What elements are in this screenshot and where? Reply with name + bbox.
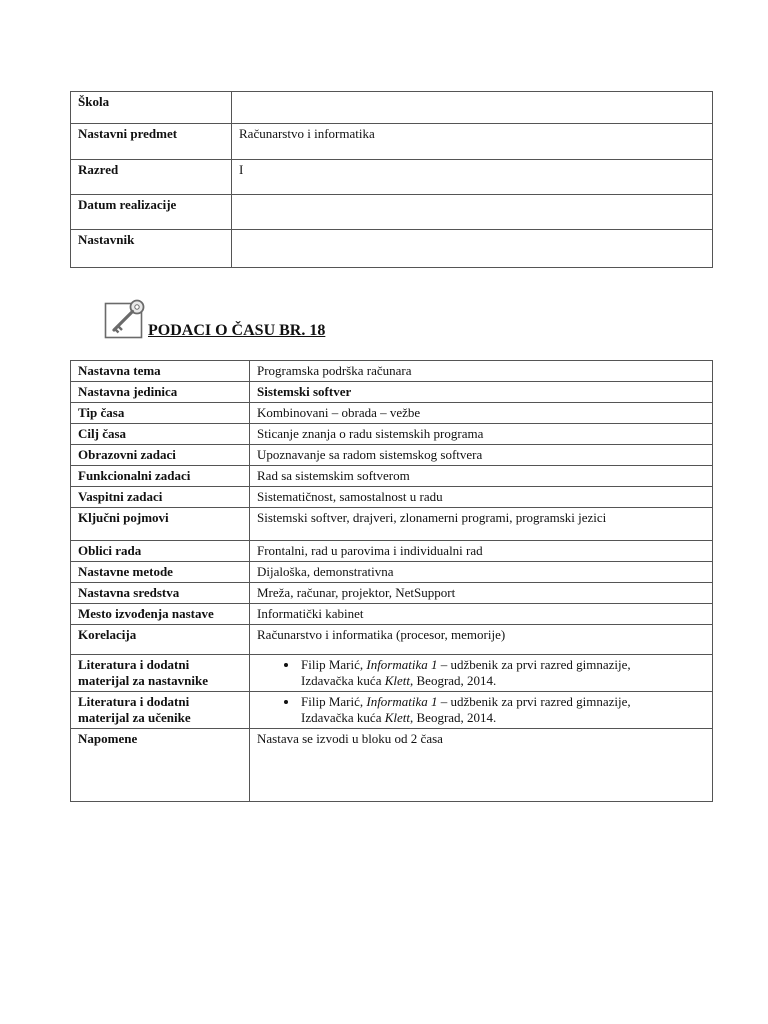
row-nastavnik	[71, 230, 713, 268]
value-nastavnik	[232, 230, 713, 268]
row-literatura-nastavnici	[71, 655, 713, 692]
value-kljucni-pojmovi: Sistemski softver, drajveri, zlonamerni programi, programski jezici	[250, 508, 713, 541]
value-tip-casa: Kombinovani – obrada – vežbe	[250, 403, 713, 424]
row-nastavni-predmet	[71, 124, 713, 160]
lit-teachers-rest1: – udžbenik za prvi razred gimnazije,	[437, 657, 631, 672]
lesson-title: PODACI O ČASU BR. 18	[148, 322, 326, 339]
label-funkcionalni-zadaci: Funkcionalni zadaci	[71, 466, 250, 487]
label-nastavna-sredstva: Nastavna sredstva	[71, 583, 250, 604]
value-literatura-ucenici	[250, 692, 713, 729]
row-nastavne-metode	[71, 562, 713, 583]
row-razred	[71, 160, 713, 195]
value-nastavna-tema: Programska podrška računara	[250, 361, 713, 382]
lit-students-book: Informatika 1	[366, 694, 438, 709]
row-datum-realizacije	[71, 195, 713, 230]
row-kljucni-pojmovi	[71, 508, 713, 541]
value-korelacija: Računarstvo i informatika (procesor, memorije)	[250, 625, 713, 655]
lit-teachers-publisher-prefix: Izdavačka kuća	[301, 673, 385, 688]
value-cilj-casa: Sticanje znanja o radu sistemskih programa	[250, 424, 713, 445]
lit-students-author: Filip Marić,	[301, 694, 367, 709]
row-korelacija	[71, 625, 713, 655]
row-nastavna-tema	[71, 361, 713, 382]
lit-teachers-publisher: Klett	[384, 673, 411, 688]
row-napomene	[71, 729, 713, 802]
row-cilj-casa	[71, 424, 713, 445]
value-nastavna-sredstva: Mreža, računar, projektor, NetSupport	[250, 583, 713, 604]
value-nastavni-predmet: Računarstvo i informatika	[232, 124, 713, 160]
row-obrazovni-zadaci	[71, 445, 713, 466]
label-nastavni-predmet: Nastavni predmet	[71, 124, 232, 160]
value-oblici-rada: Frontalni, rad u parovima i individualni rad	[250, 541, 713, 562]
value-napomene: Nastava se izvodi u bloku od 2 časa	[250, 729, 713, 802]
row-skola	[71, 92, 713, 124]
row-funkcionalni-zadaci	[71, 466, 713, 487]
value-funkcionalni-zadaci: Rad sa sistemskim softverom	[250, 466, 713, 487]
value-nastavna-jedinica: Sistemski softver	[250, 382, 713, 403]
literatura-ucenici-list	[257, 694, 705, 726]
label-cilj-casa: Cilj časa	[71, 424, 250, 445]
label-kljucni-pojmovi: Ključni pojmovi	[71, 508, 250, 541]
label-nastavnik: Nastavnik	[71, 230, 232, 268]
lesson-heading	[104, 298, 504, 344]
row-nastavna-sredstva	[71, 583, 713, 604]
label-datum-realizacije: Datum realizacije	[71, 195, 232, 230]
value-nastavne-metode: Dijaloška, demonstrativna	[250, 562, 713, 583]
lesson-table	[70, 360, 713, 802]
label-vaspitni-zadaci: Vaspitni zadaci	[71, 487, 250, 508]
label-napomene: Napomene	[71, 729, 250, 802]
header-table	[70, 91, 713, 268]
label-oblici-rada: Oblici rada	[71, 541, 250, 562]
label-nastavna-jedinica: Nastavna jedinica	[71, 382, 250, 403]
label-nastavne-metode: Nastavne metode	[71, 562, 250, 583]
lit-students-rest1: – udžbenik za prvi razred gimnazije,	[437, 694, 631, 709]
value-skola	[232, 92, 713, 124]
value-datum-realizacije	[232, 195, 713, 230]
lit-teachers-author: Filip Marić,	[301, 657, 367, 672]
literatura-nastavnici-list	[257, 657, 705, 689]
lit-students-publisher-prefix: Izdavačka kuća	[301, 710, 385, 725]
lit-teachers-book: Informatika 1	[366, 657, 438, 672]
value-obrazovni-zadaci: Upoznavanje sa radom sistemskog softvera	[250, 445, 713, 466]
label-korelacija: Korelacija	[71, 625, 250, 655]
key-icon	[104, 298, 148, 342]
literatura-ucenici-item	[299, 694, 705, 726]
lit-students-rest2: , Beograd, 2014.	[410, 710, 497, 725]
value-literatura-nastavnici	[250, 655, 713, 692]
label-tip-casa: Tip časa	[71, 403, 250, 424]
label-razred: Razred	[71, 160, 232, 195]
row-vaspitni-zadaci	[71, 487, 713, 508]
label-obrazovni-zadaci: Obrazovni zadaci	[71, 445, 250, 466]
literatura-nastavnici-item	[299, 657, 705, 689]
row-oblici-rada	[71, 541, 713, 562]
label-nastavna-tema: Nastavna tema	[71, 361, 250, 382]
label-literatura-nastavnici: Literatura i dodatni materijal za nastavnike	[71, 655, 250, 692]
row-tip-casa	[71, 403, 713, 424]
label-literatura-ucenici: Literatura i dodatni materijal za učenike	[71, 692, 250, 729]
value-mesto-izvodjenja: Informatički kabinet	[250, 604, 713, 625]
label-mesto-izvodjenja: Mesto izvođenja nastave	[71, 604, 250, 625]
value-vaspitni-zadaci: Sistematičnost, samostalnost u radu	[250, 487, 713, 508]
label-skola: Škola	[71, 92, 232, 124]
row-mesto-izvodjenja	[71, 604, 713, 625]
row-literatura-ucenici	[71, 692, 713, 729]
row-nastavna-jedinica	[71, 382, 713, 403]
lit-teachers-rest2: , Beograd, 2014.	[410, 673, 497, 688]
value-razred: I	[232, 160, 713, 195]
lit-students-publisher: Klett	[384, 710, 411, 725]
